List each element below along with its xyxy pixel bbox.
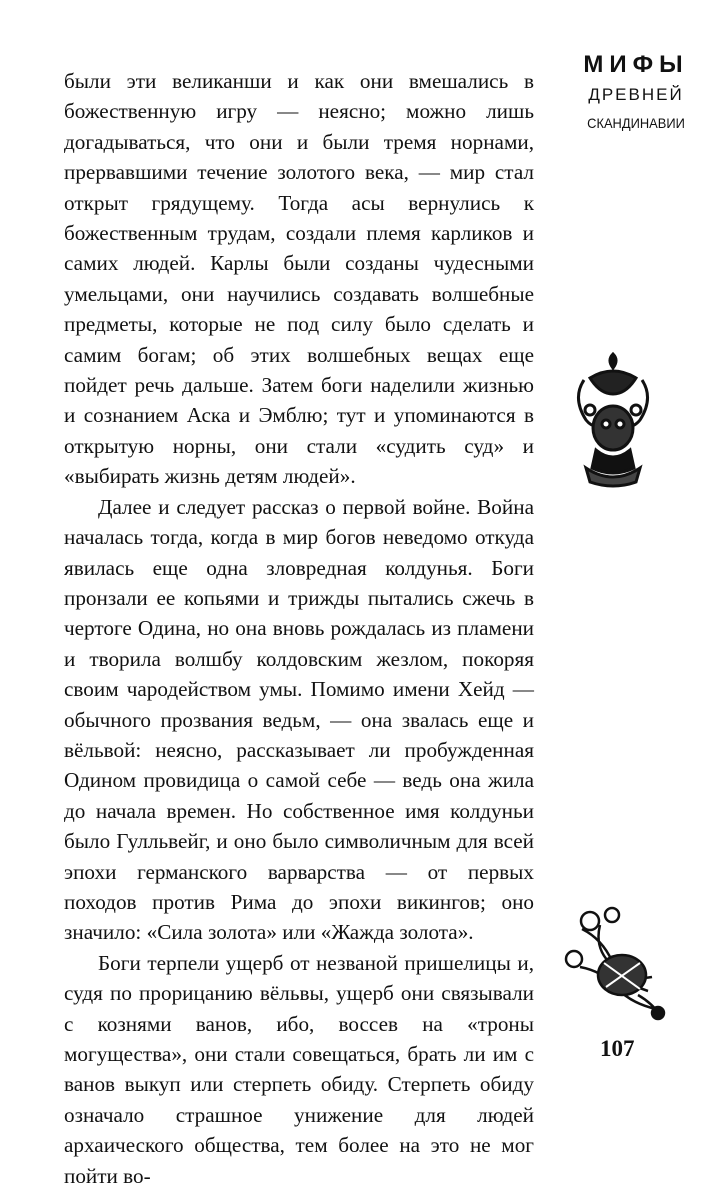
body-text xyxy=(64,66,534,1191)
running-header xyxy=(566,50,706,134)
norse-knotwork-ornament-icon xyxy=(560,905,672,1023)
header-line-3: СКАНДИНАВИИ xyxy=(587,115,685,131)
paragraph-1: были эти великанши и как они вмешались в божественную игру — неясно; можно лишь догадываться, что они и были тремя норнами, прервавшими течение золотого века, — мир стал открыт грядущему. Тогда асы вернулись к божественным трудам, создали племя карликов и самих людей. Карлы были созданы чудесными умельцами, они научились создавать волшебные предметы, которые не под силу было сделать и самим богам; об этих волшебных вещах еще пойдет речь дальше. Затем боги наделили жизнью и сознанием Аска и Эмблю; тут и упоминаются в открытую норны, они стали «судить суд» и «выбирать жизнь детям людей». xyxy=(64,69,534,489)
paragraph-2: Далее и следует рассказ о первой войне. Война началась тогда, когда в мир богов неведомо откуда явилась еще одна зловредная колдунья. Боги пронзали ее копьями и трижды пытались сжечь в чертоге Одина, но она вновь рождалась из пламени и творила волшбу колдовским жезлом, покоряя своим чародейством умы. Помимо имени Хейд — обычного прозвания ведьм, — она звалась еще и вёльвой: неясно, рассказывает ли пробужденная Одином провидица о самой себе — ведь она жила до начала времен. Но собственное имя колдуньи было Гулльвейг, и оно было символичным для всей эпохи германского варварства — от первых походов против Рима до эпохи викингов; оно значило: «Сила золота» или «Жажда золота». xyxy=(64,494,534,945)
header-line-2: ДРЕВНЕЙ xyxy=(588,85,684,104)
paragraph-3: Боги терпели ущерб от незваной пришелицы и, судя по прорицанию вёльвы, ущерб они связывали с кознями ванов, ибо, воссев на «троны могущества», они стали совещаться, брать ли им с ванов выкуп или стерпеть обиду. Стерпеть обиду означало страшное унижение для людей архаического общества, тем более на это не мог пойти во- xyxy=(64,950,534,1188)
header-line-1: МИФЫ xyxy=(583,51,689,78)
norse-figure-ornament-icon xyxy=(570,350,656,490)
page-number: 107 xyxy=(600,1036,635,1061)
